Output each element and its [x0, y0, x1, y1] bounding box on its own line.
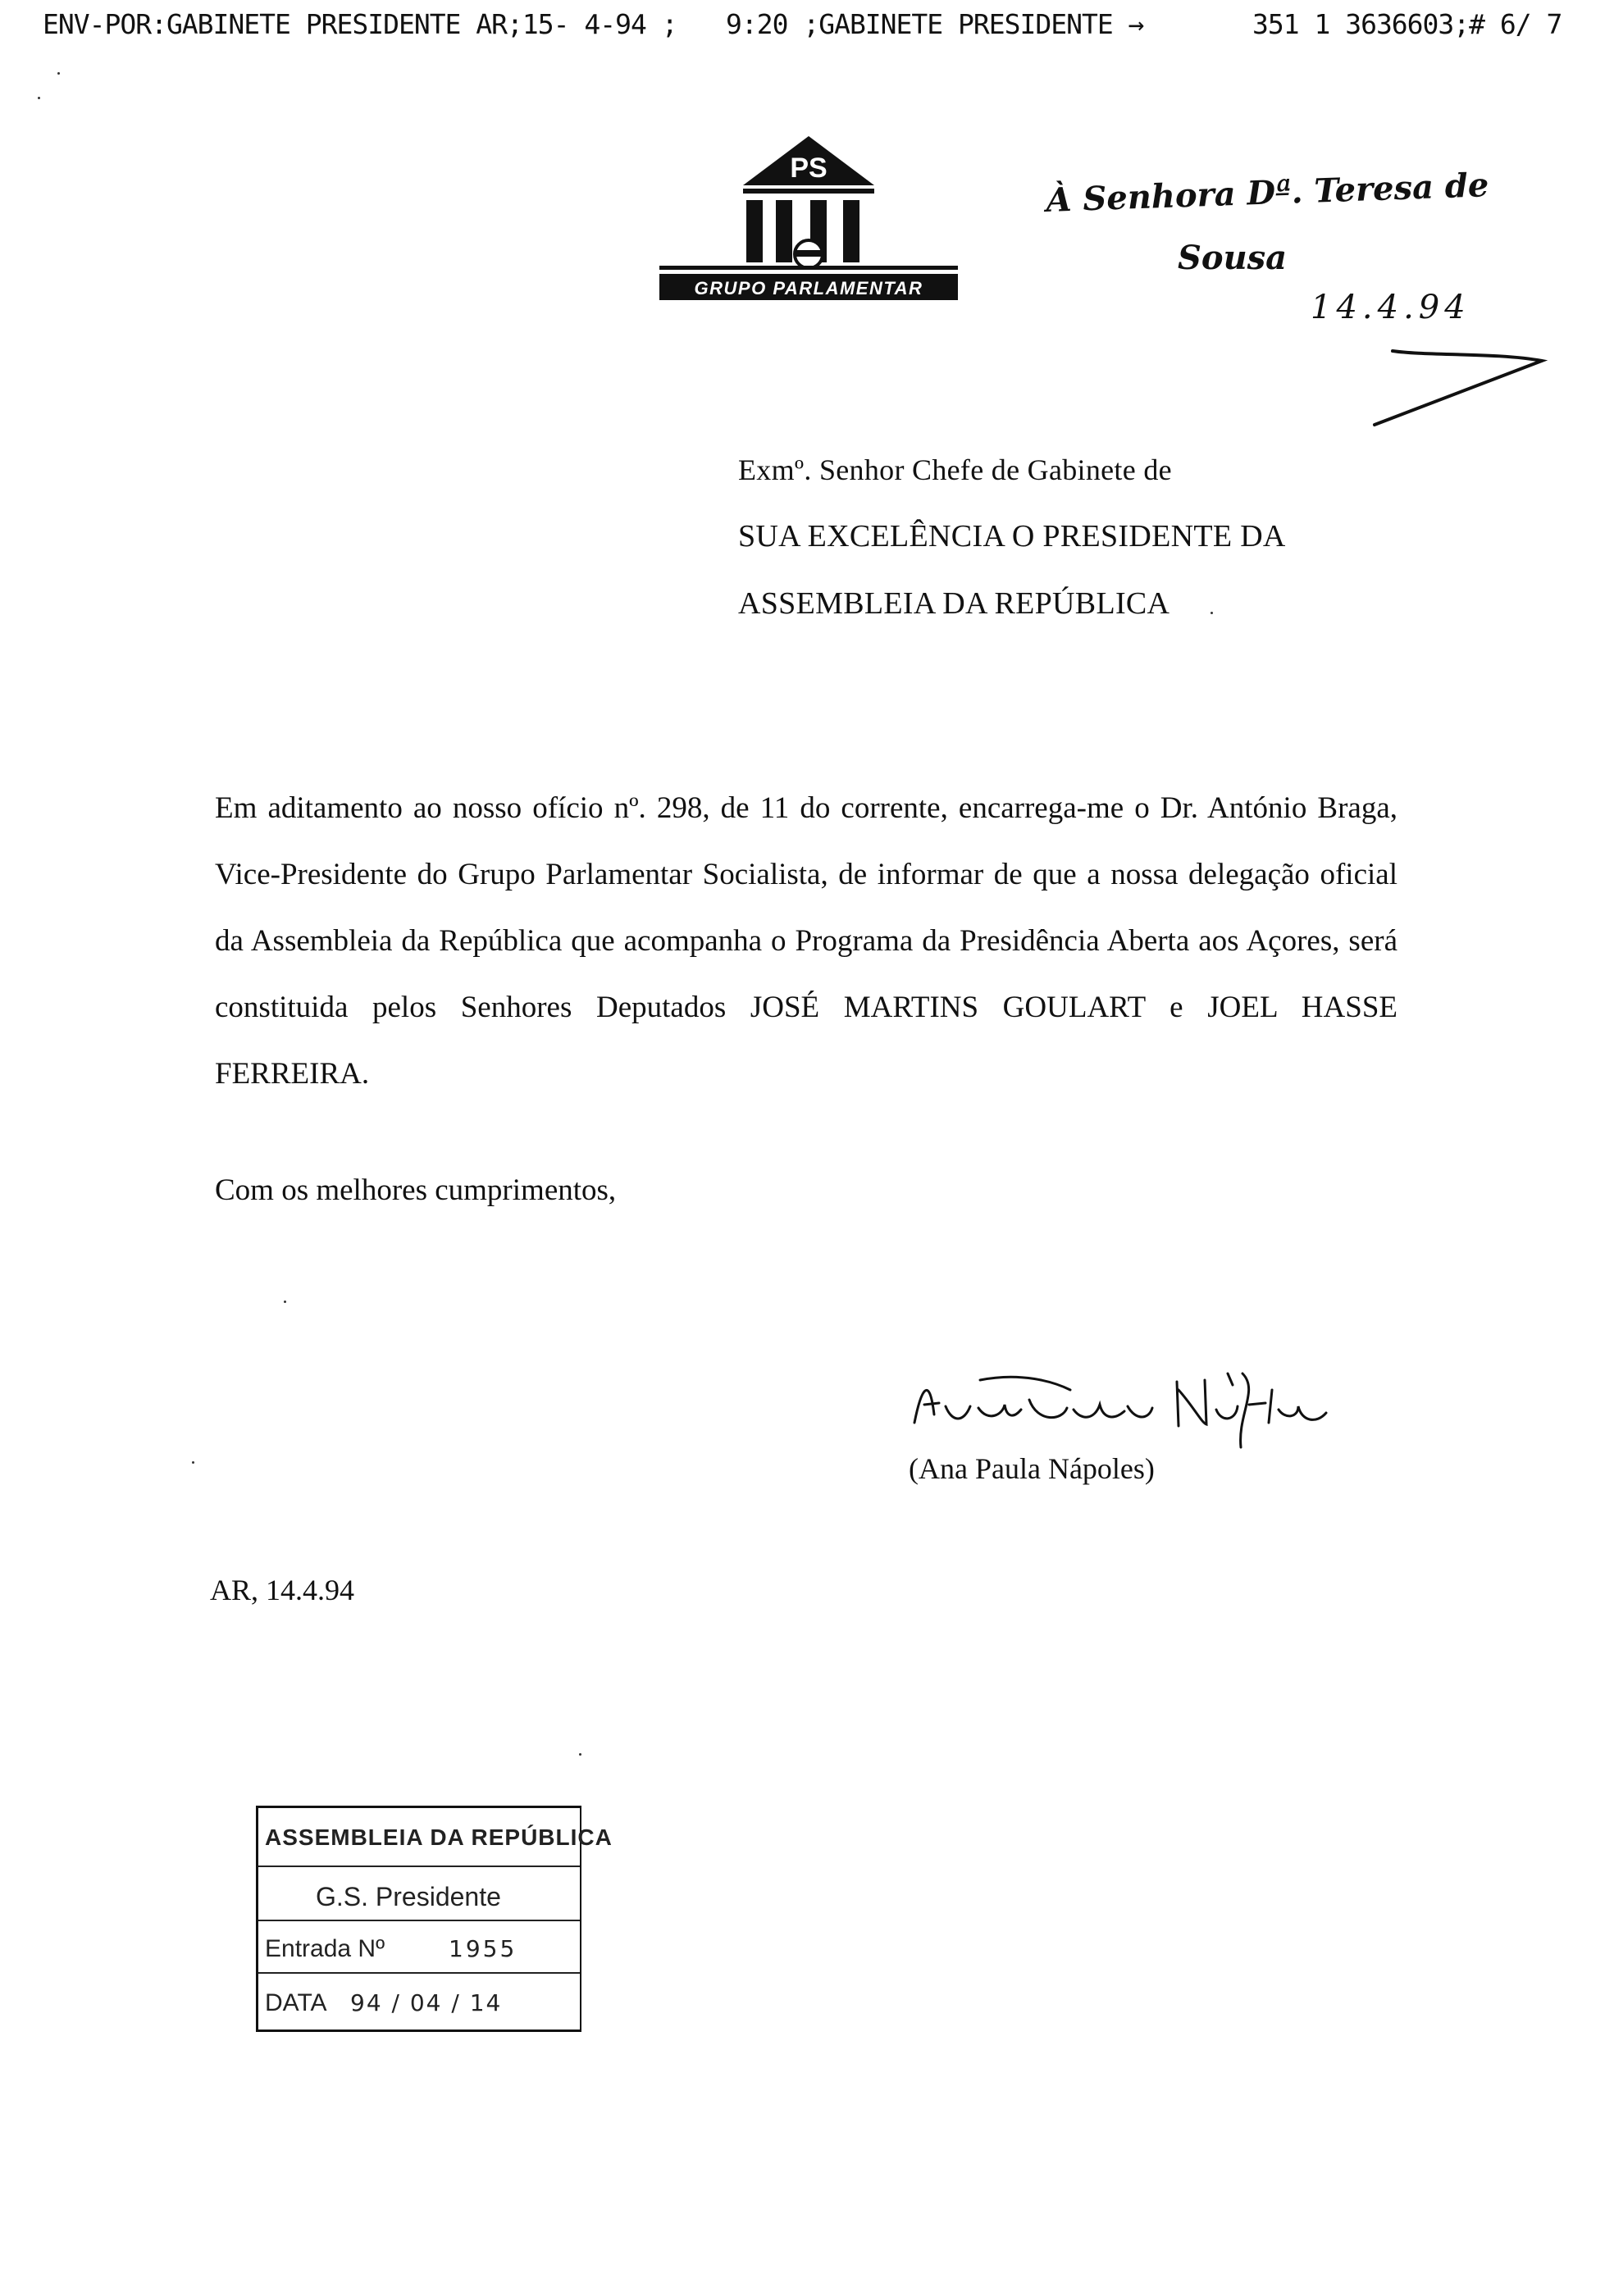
handwritten-arrow-icon — [1375, 351, 1542, 425]
letter-closing: Com os melhores cumprimentos, — [215, 1173, 617, 1207]
scan-speck — [284, 1301, 286, 1303]
reception-stamp — [256, 1806, 613, 2032]
logo-caption: GRUPO PARLAMENTAR — [694, 278, 923, 298]
place-date: AR, 14.4.94 — [210, 1574, 355, 1606]
logo-party: PS — [790, 153, 828, 184]
scan-speck — [38, 97, 40, 99]
stamp-office: G.S. Presidente — [316, 1882, 501, 1911]
fax-header-number: 351 1 3636603;# 6/ 7 — [1252, 8, 1562, 40]
addressee-line-1: Exmº. Senhor Chefe de Gabinete de — [738, 453, 1172, 486]
fax-header — [43, 8, 1584, 41]
stamp-entry-number: 1955 — [449, 1935, 517, 1962]
fax-header-sender: ENV-POR:GABINETE PRESIDENTE AR;15- 4-94 ; — [43, 8, 677, 40]
stamp-date-value: 94 / 04 / 14 — [350, 1989, 503, 2016]
stamp-entry-label: Entrada Nº — [265, 1935, 385, 1962]
scan-speck — [57, 72, 60, 75]
addressee-line-3: ASSEMBLEIA DA REPÚBLICA — [738, 586, 1170, 621]
handwritten-line1: À Senhora Dª. Teresa de — [1045, 166, 1490, 220]
letter-body: Em aditamento ao nosso ofício nº. 298, de 11 do corrente, encarrega-me o Dr. António Braga, Vice-Presidente do Grupo Parlamentar Socialista, de informar de que a nossa delegação oficial da Assembleia da República que acompanha o Programa da Presidência Aberta aos Açores, será constituida pelos Senhores Deputados JOSÉ MARTINS GOULART e JOEL HASSE FERREIRA. — [215, 791, 1397, 1091]
handwritten-line2: Sousa — [1178, 239, 1288, 277]
scan-speck — [192, 1461, 194, 1464]
stamp-title: ASSEMBLEIA DA REPÚBLICA — [265, 1824, 613, 1850]
signatory-name: (Ana Paula Nápoles) — [909, 1452, 1155, 1485]
scan-speck — [1210, 612, 1213, 614]
signature-scrawl — [906, 1357, 1333, 1456]
fax-header-time: 9:20 ;GABINETE PRESIDENTE → — [726, 8, 1144, 40]
party-logo — [654, 134, 963, 310]
handwritten-date: 14.4.94 — [1311, 289, 1470, 326]
handwritten-note — [1040, 164, 1581, 435]
stamp-date-label: DATA — [265, 1989, 327, 2016]
addressee-line-2: SUA EXCELÊNCIA O PRESIDENTE DA — [738, 519, 1286, 554]
scan-speck — [579, 1753, 581, 1756]
